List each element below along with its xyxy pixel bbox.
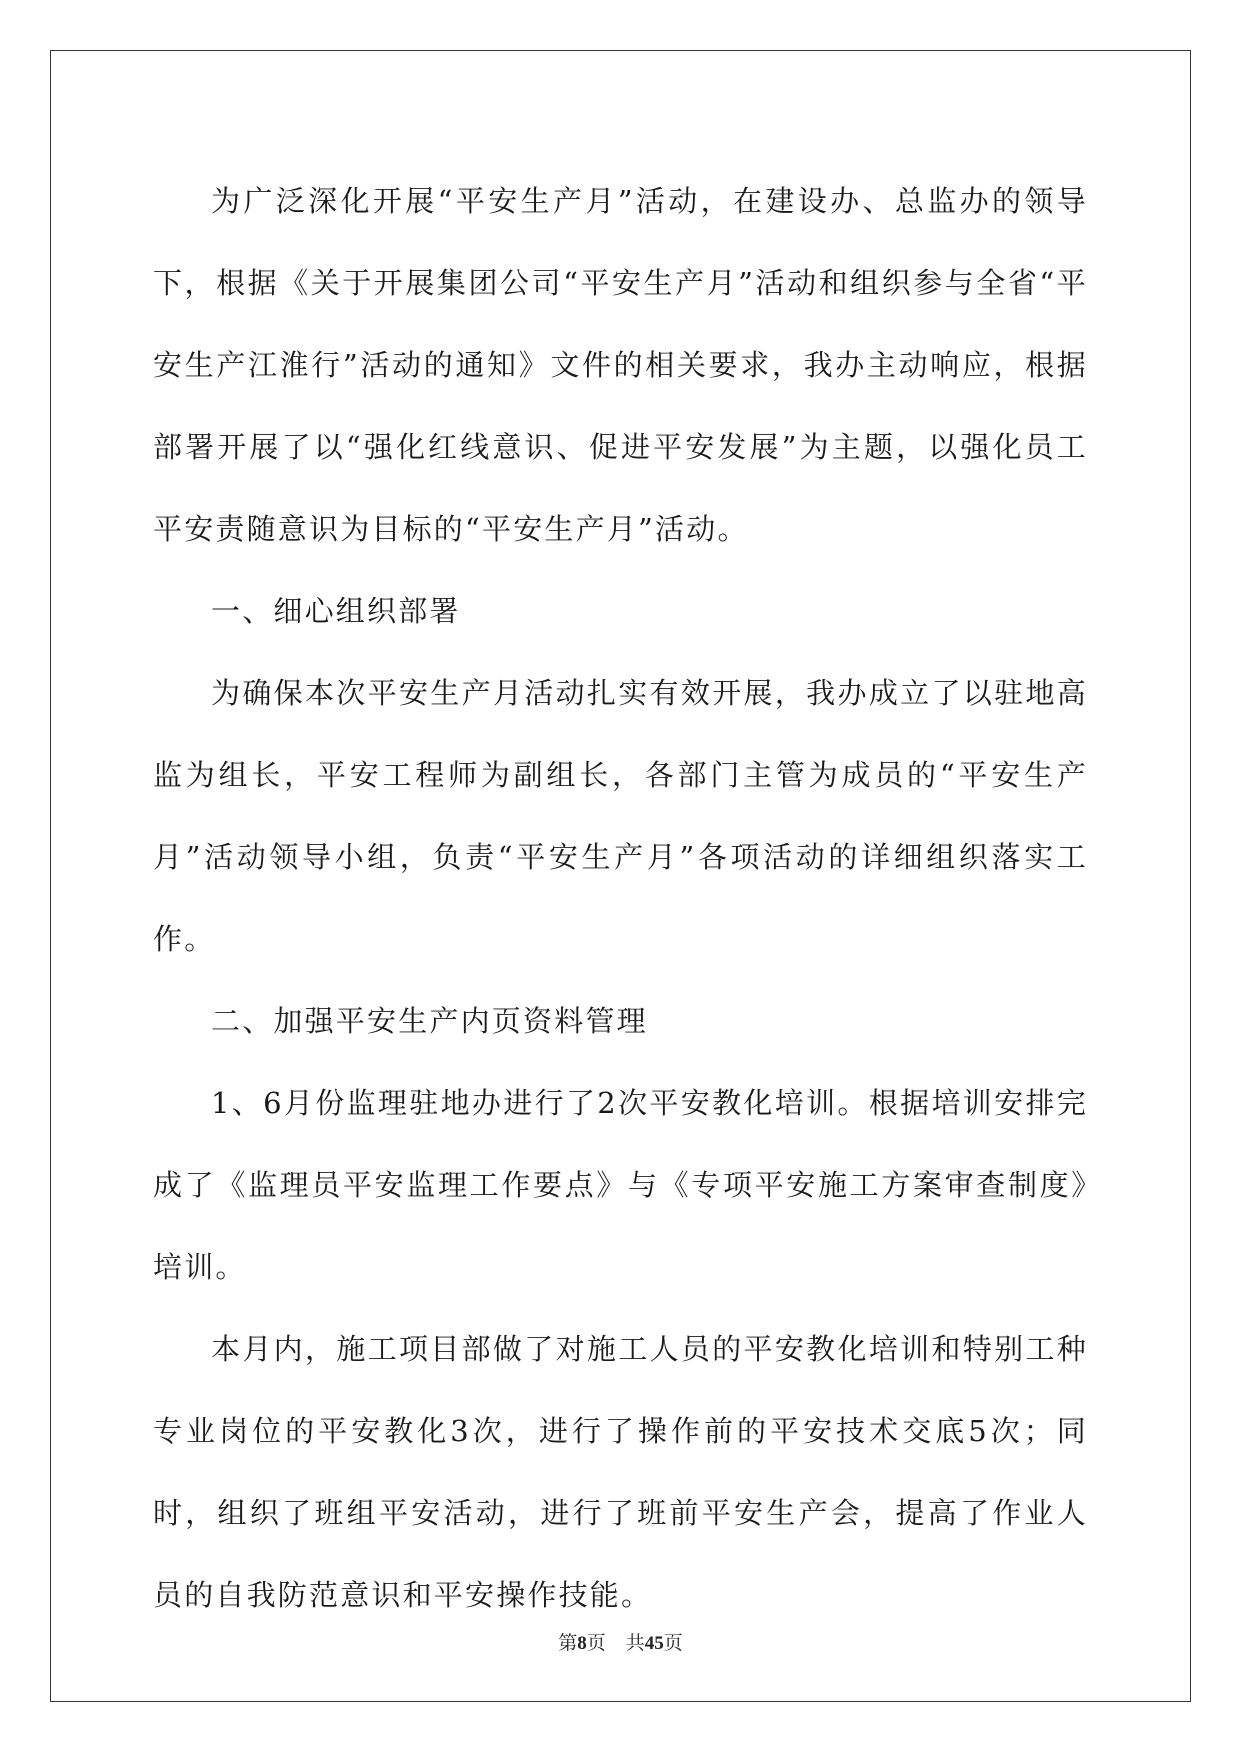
page-prefix: 第 [558,1632,578,1654]
document-body [153,160,1088,1636]
paragraph-intro: 为广泛深化开展“平安生产月”活动，在建设办、总监办的领导下，根据《关于开展集团公司“平安生产月”活动和组织参与全省“平安生产江淮行”活动的通知》文件的相关要求，我办主动响应，根据部署开展了以“强化红线意识、促进平安发展”为主题，以强化员工平安责随意识为目标的“平安生产月”活动。 [153,184,1088,546]
total-prefix: 共 [625,1632,645,1654]
paragraph-training: 1、6月份监理驻地办进行了2次平安教化培训。根据培训安排完成了《监理员平安监理工作要点》与《专项平安施工方案审查制度》培训。 [153,1086,1088,1284]
section-heading-2: 二、加强平安生产内页资料管理 [211,1004,648,1038]
total-suffix: 页 [663,1632,683,1654]
total-pages: 45 [644,1633,664,1654]
section-heading-1: 一、细心组织部署 [211,594,461,628]
page-footer [0,1628,1241,1655]
paragraph-organization: 为确保本次平安生产月活动扎实有效开展，我办成立了以驻地高监为组长，平安工程师为副组长，各部门主管为成员的“平安生产月”活动领导小组，负责“平安生产月”各项活动的详细组织落实工作。 [153,676,1088,956]
page-suffix: 页 [586,1632,606,1654]
paragraph-construction: 本月内，施工项目部做了对施工人员的平安教化培训和特别工种专业岗位的平安教化3次，进行了操作前的平安技术交底5次；同时，组织了班组平安活动，进行了班前平安生产会，提高了作业人员的自我防范意识和平安操作技能。 [153,1332,1088,1612]
page-number: 8 [577,1633,587,1654]
